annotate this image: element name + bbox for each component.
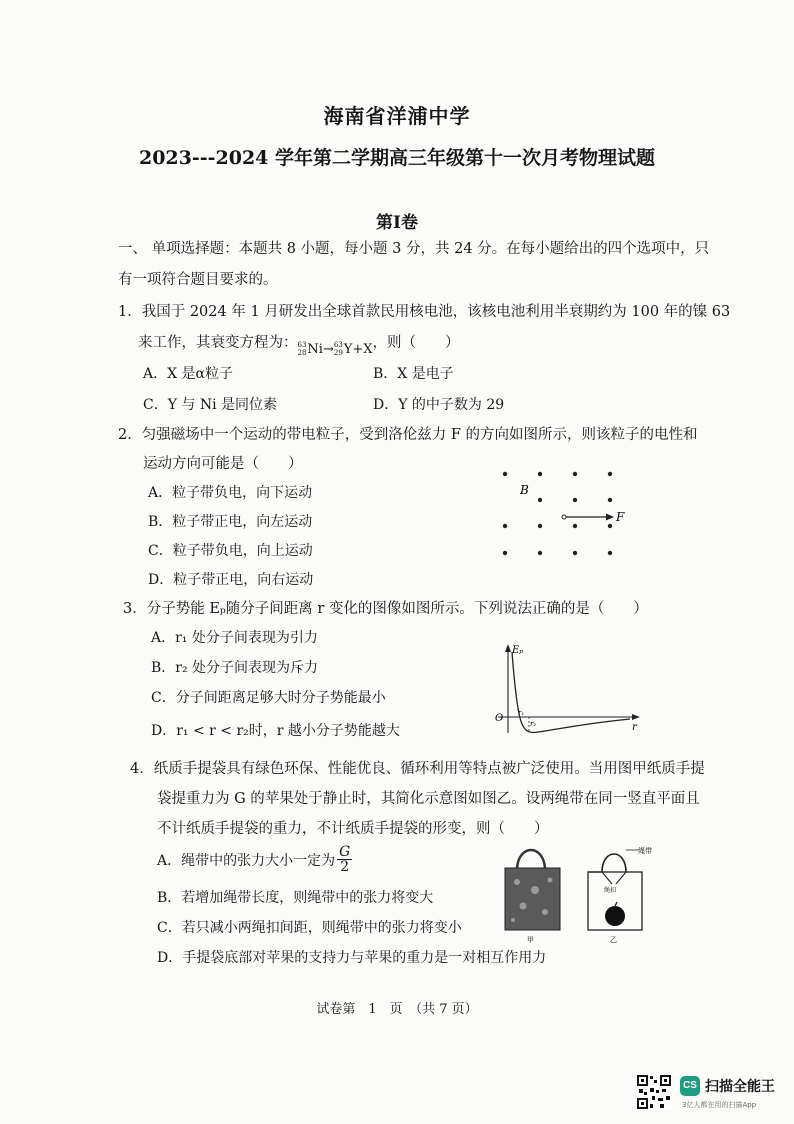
q4-stem-line1: 4．纸质手提袋具有绿色环保、性能优良、循环利用等特点被广泛使用。当用图甲纸质手提 xyxy=(130,761,705,777)
school-name: 海南省洋浦中学 xyxy=(323,104,471,128)
force-label-f: F xyxy=(616,510,625,524)
apple-icon xyxy=(605,906,625,926)
q4-option-b[interactable]: B．若增加绳带长度，则绳带中的张力将变大 xyxy=(157,890,434,906)
q3-stem: 3．分子势能 Eₚ随分子间距离 r 变化的图像如图所示。下列说法正确的是（ ） xyxy=(123,601,648,617)
figure-label-yi: 乙 xyxy=(610,936,617,944)
q1-equation xyxy=(298,341,373,357)
g-over-2-fraction xyxy=(337,845,352,874)
ni-symbol: Ni xyxy=(307,341,323,357)
bag-handle xyxy=(517,850,545,868)
q4-option-a-text: A．绳带中的张力大小一定为 xyxy=(157,852,336,869)
q1-stem-suffix: ，则（ ） xyxy=(372,335,460,351)
figure-label-jia: 甲 xyxy=(527,936,534,944)
q2-option-b[interactable]: B．粒子带正电，向左运动 xyxy=(148,514,313,530)
q1-stem-line1: 1．我国于 2024 年 1 月研发出全球首款民用核电池，该核电池利用半衰期约为 100 年的镍 63 xyxy=(118,304,731,320)
q1-option-d[interactable]: D．Y 的中子数为 29 xyxy=(373,397,505,413)
q2-stem-line2: 运动方向可能是（ ） xyxy=(143,456,303,472)
field-label-b: B xyxy=(520,483,529,497)
q2-option-a[interactable]: A．粒子带负电，向下运动 xyxy=(148,485,313,501)
q4-option-a[interactable] xyxy=(157,845,352,874)
q3-option-a[interactable]: A．r₁ 处分子间表现为引力 xyxy=(151,630,318,646)
q3-option-b[interactable]: B．r₂ 处分子间表现为斥力 xyxy=(151,660,319,676)
exam-title: 2023---2024 学年第二学期高三年级第十一次月考物理试题 xyxy=(138,147,656,169)
camscanner-logo-icon: CS xyxy=(680,1076,700,1096)
q1-stem-line2 xyxy=(138,331,460,357)
y-charge-number: 29 xyxy=(333,349,343,357)
ni-charge-number: 28 xyxy=(297,349,307,357)
ni-mass-number: 63 xyxy=(297,341,307,349)
y-axis-arrow xyxy=(505,644,511,652)
q2-option-d[interactable]: D．粒子带正电，向右运动 xyxy=(148,572,314,588)
q1-option-a[interactable]: A．X 是α粒子 xyxy=(143,366,233,382)
q4-option-d[interactable]: D．手提袋底部对苹果的支持力与苹果的重力是一对相互作用力 xyxy=(157,950,547,966)
q2-stem-line1: 2．匀强磁场中一个运动的带电粒子，受到洛伦兹力 F 的方向如图所示，则该粒子的电性和 xyxy=(118,427,698,443)
qr-code-icon xyxy=(636,1074,672,1110)
y-product: Y+X xyxy=(343,341,373,357)
magnetic-field-figure xyxy=(490,462,640,562)
q3-option-d[interactable]: D．r₁ < r < r₂时，r 越小分子势能越大 xyxy=(151,723,400,739)
fraction-denominator: 2 xyxy=(340,859,350,875)
graph-label-r2: r₂ xyxy=(530,720,537,728)
graph-label-r: r xyxy=(632,722,637,733)
q4-stem-line3: 不计纸质手提袋的重力，不计纸质手提袋的形变，则（ ） xyxy=(157,821,549,837)
apple-stem xyxy=(615,902,617,906)
knot-label: 绳扣 xyxy=(604,887,617,894)
q4-stem-line2: 袋提重力为 G 的苹果处于静止时，其简化示意图如图乙。设两绳带在同一竖直平面且 xyxy=(157,791,700,807)
q1-option-c[interactable]: C．Y 与 Ni 是同位素 xyxy=(143,397,278,413)
particle-marker xyxy=(562,515,566,519)
decay-arrow: → xyxy=(322,341,334,357)
q3-option-c[interactable]: C．分子间距离足够大时分子势能最小 xyxy=(151,690,386,706)
camscanner-name: 扫描全能王 xyxy=(705,1079,775,1095)
bag-schematic xyxy=(580,840,670,945)
y-mass-number: 63 xyxy=(333,341,343,349)
section-instructions-line2: 有一项符合题目要求的。 xyxy=(118,272,278,288)
fraction-numerator: G xyxy=(339,844,351,860)
q1-option-b[interactable]: B．X 是电子 xyxy=(373,366,454,382)
q4-option-c[interactable]: C．若只减小两绳扣间距，则绳带中的张力将变小 xyxy=(157,920,462,936)
graph-label-r1: r₁ xyxy=(518,709,525,717)
paper-bag-photo xyxy=(495,840,570,945)
section-instructions-line1: 一、 单项选择题：本题共 8 小题，每小题 3 分，共 24 分。在每小题给出的四个选项中，只 xyxy=(118,241,710,257)
potential-energy-graph xyxy=(490,638,650,738)
rope-ends xyxy=(602,872,626,884)
camscanner-slogan: 3亿人都在用的扫描App xyxy=(682,1101,757,1109)
rope-label: 绳带 xyxy=(638,847,652,855)
section-heading: 第Ⅰ卷 xyxy=(376,213,418,233)
x-axis-arrow xyxy=(632,714,640,720)
force-arrow-head xyxy=(606,514,614,521)
page-footer: 试卷第 1 页 （共 7 页） xyxy=(316,1002,478,1017)
graph-origin: O xyxy=(495,713,504,724)
q1-stem-prefix: 来工作，其衰变方程为： xyxy=(138,335,298,351)
q2-option-c[interactable]: C．粒子带负电，向上运动 xyxy=(148,543,313,559)
rope-loop xyxy=(602,854,626,872)
graph-label-ep: Eₚ xyxy=(512,645,524,656)
